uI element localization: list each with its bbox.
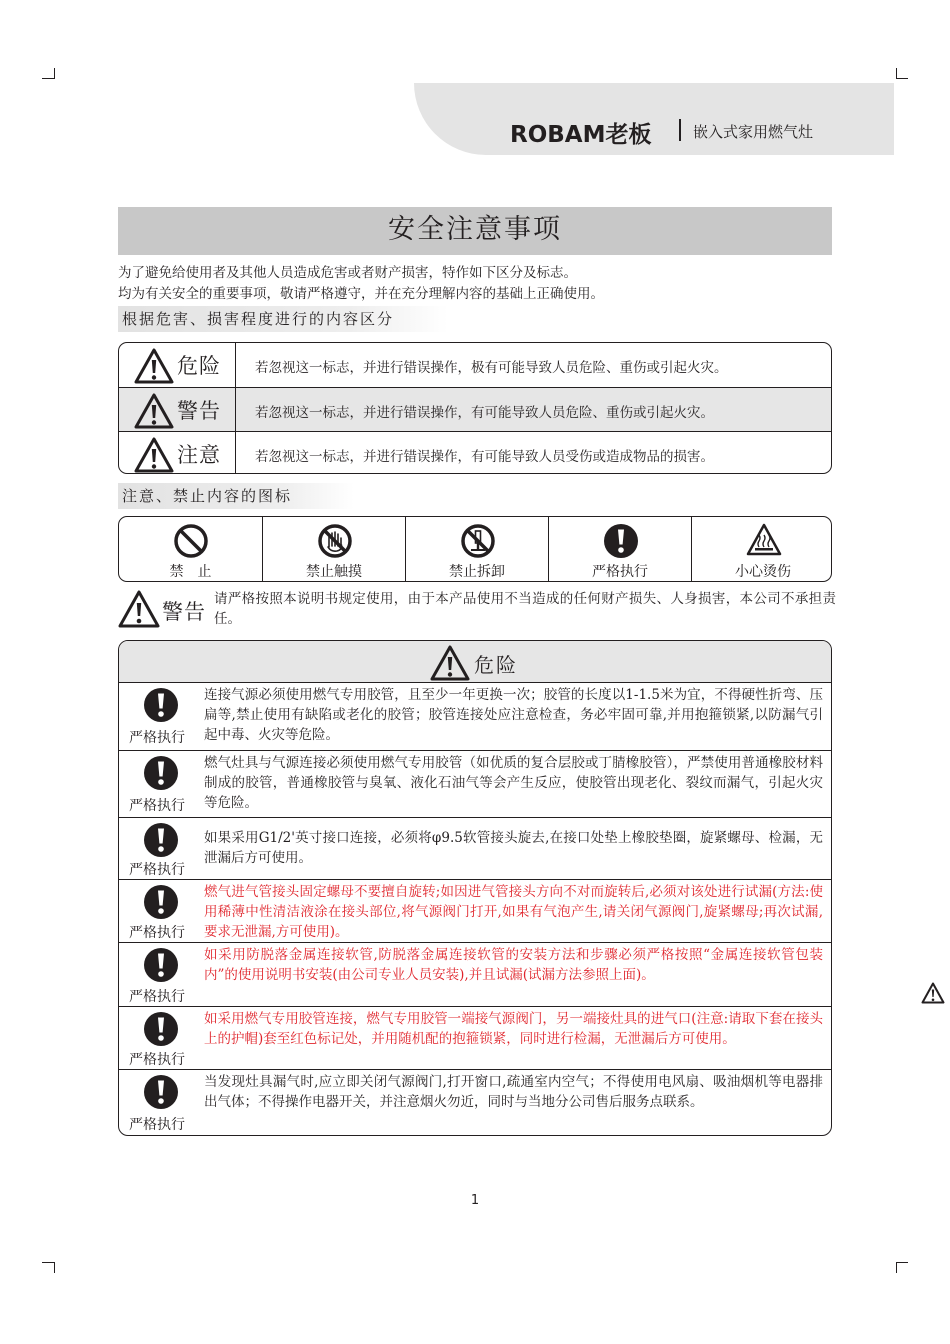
danger-item-text: 连接气源必须使用燃气专用胶管，且至少一年更换一次；胶管的长度以1-1.5米为宜，不得硬性折弯、压扁等,禁止使用有缺陷或老化的胶管；胶管连接处应注意检查，务必牢固可靠,并用抱箍锁紧,以防漏气引起中毒、火灾等危险。 xyxy=(204,687,823,743)
danger-item-text: 如果采用G1/2'英寸接口连接，必须将φ9.5软管接头旋去,在接口处垫上橡胶垫圈，旋紧螺母、检漏，无泄漏后方可使用。 xyxy=(204,830,823,866)
section-heading-levels: 根据危害、损害程度进行的内容区分 xyxy=(118,306,448,332)
icon-cell-no-disassembly xyxy=(405,517,548,581)
level-description: 若忽视这一标志，并进行错误操作，有可能导致人员危险、重伤或引起火灾。 xyxy=(255,405,714,421)
mandatory-label: 严格执行 xyxy=(129,989,185,1005)
icon-legend-table xyxy=(118,516,832,582)
warning-triangle-icon xyxy=(134,348,174,384)
hot-surface-icon xyxy=(746,523,782,557)
intro-line-2: 均为有关安全的重要事项，敬请严格遵守，并在充分理解内容的基础上正确使用。 xyxy=(118,286,604,302)
danger-item xyxy=(119,942,831,1006)
mandatory-label: 严格执行 xyxy=(129,925,185,941)
intro-line-1: 为了避免给使用者及其他人员造成危害或者财产损害，特作如下区分及标志。 xyxy=(118,265,577,281)
icon-label: 禁 止 xyxy=(169,564,212,580)
icon-cell-hot-surface xyxy=(691,517,832,581)
crop-mark-bottom-left-h xyxy=(42,1262,54,1263)
danger-item xyxy=(119,1069,831,1136)
mandatory-label: 严格执行 xyxy=(129,1117,185,1133)
page-number: 1 xyxy=(470,1193,480,1208)
icon-label: 小心烫伤 xyxy=(735,564,791,580)
crop-mark-bottom-right-h xyxy=(896,1262,908,1263)
no-touch-icon xyxy=(317,523,353,559)
warning-triangle-icon xyxy=(921,982,945,1004)
crop-mark-bottom-right-v xyxy=(896,1262,897,1273)
mandatory-icon xyxy=(143,1011,179,1047)
danger-item xyxy=(119,879,831,942)
crop-mark-top-left-v xyxy=(54,68,55,79)
warning-triangle-icon xyxy=(134,393,174,429)
icon-label: 禁止触摸 xyxy=(306,564,362,580)
icon-cell-prohibit xyxy=(119,517,262,581)
crop-mark-top-right-h xyxy=(896,78,908,79)
mandatory-label: 严格执行 xyxy=(129,730,185,746)
level-name: 危险 xyxy=(177,354,221,378)
warning-triangle-icon xyxy=(134,437,174,473)
mandatory-icon xyxy=(143,755,179,791)
icon-cell-mandatory xyxy=(548,517,691,581)
header-divider xyxy=(679,119,681,141)
level-name: 注意 xyxy=(177,443,221,467)
icon-cell-no-touch xyxy=(262,517,405,581)
mandatory-icon xyxy=(143,822,179,858)
icon-label: 严格执行 xyxy=(592,564,648,580)
crop-mark-bottom-left-v xyxy=(54,1262,55,1273)
danger-item xyxy=(119,683,831,750)
danger-item xyxy=(119,750,831,817)
warning-word: 警告 xyxy=(162,600,206,624)
level-description: 若忽视这一标志，并进行错误操作，有可能导致人员受伤或造成物品的损害。 xyxy=(255,449,714,465)
level-head-danger xyxy=(119,343,236,387)
mandatory-label: 严格执行 xyxy=(129,1052,185,1068)
warning-triangle-icon xyxy=(430,645,470,681)
header-band xyxy=(414,83,894,155)
level-row-caution xyxy=(119,431,831,474)
mandatory-label: 严格执行 xyxy=(129,798,185,814)
mandatory-icon xyxy=(143,687,179,723)
danger-item-text: 当发现灶具漏气时,应立即关闭气源阀门,打开窗口,疏通室内空气；不得使用电风扇、吸油烟机等电器排出气体；不得操作电器开关，并注意烟火勿近，同时与当地分公司售后服务点联系。 xyxy=(204,1074,823,1110)
danger-title: 危险 xyxy=(474,653,518,677)
mandatory-icon xyxy=(143,1074,179,1110)
danger-item-text: 如采用防脱落金属连接软管,防脱落金属连接软管的安装方法和步骤必须严格按照“金属连接软管包装内”的使用说明书安装(由公司专业人员安装),并且试漏(试漏方法参照上面)。 xyxy=(204,947,823,983)
danger-item-text: 燃气灶具与气源连接必须使用燃气专用胶管（如优质的复合层胶或丁腈橡胶管），严禁使用普通橡胶材料制成的胶管，普通橡胶管与臭氧、液化石油气等会产生反应，使胶管出现老化、裂纹而漏气，引起火灾等危险。 xyxy=(204,755,823,811)
mandatory-icon xyxy=(143,884,179,920)
icon-label: 禁止拆卸 xyxy=(449,564,505,580)
brand-logo: ROBAM老板 xyxy=(510,122,652,148)
mandatory-label: 严格执行 xyxy=(129,862,185,878)
level-name: 警告 xyxy=(177,399,221,423)
danger-table xyxy=(118,640,832,1136)
hazard-levels-table xyxy=(118,342,832,474)
danger-item xyxy=(119,817,831,879)
product-name: 嵌入式家用燃气灶 xyxy=(693,123,814,141)
warning-text: 请严格按照本说明书规定使用，由于本产品使用不当造成的任何财产损失、人身损害，本公司不承担责任。 xyxy=(214,591,836,627)
danger-item xyxy=(119,1006,831,1069)
danger-header xyxy=(119,641,831,683)
no-disassembly-icon xyxy=(460,523,496,559)
level-head-caution xyxy=(119,432,236,474)
mandatory-icon xyxy=(143,947,179,983)
page-title: 安全注意事项 xyxy=(118,207,832,255)
warning-triangle-icon xyxy=(118,590,160,628)
level-row-danger xyxy=(119,343,831,387)
level-head-warning xyxy=(119,388,236,431)
danger-item-text: 如采用燃气专用胶管连接，燃气专用胶管一端接气源阀门，另一端接灶具的进气口(注意:请取下套在接头上的护帽)套至红色标记处，并用随机配的抱箍锁紧，同时进行检漏，无泄漏后方可使用。 xyxy=(204,1011,823,1047)
danger-item-text: 燃气进气管接头固定螺母不要擅自旋转;如因进气管接头方向不对而旋转后,必须对该处进行试漏(方法:使用稀薄中性清洁液涂在接头部位,将气源阀门打开,如果有气泡产生,请关闭气源阀门,旋紧螺母;再次试漏,要求无泄漏,方可使用)。 xyxy=(204,884,823,940)
prohibition-icon xyxy=(173,523,209,559)
section-heading-icons: 注意、禁止内容的图标 xyxy=(118,483,354,509)
level-row-warning xyxy=(119,387,831,431)
crop-mark-top-left-h xyxy=(42,78,54,79)
mandatory-icon xyxy=(603,523,639,559)
level-description: 若忽视这一标志，并进行错误操作，极有可能导致人员危险、重伤或引起火灾。 xyxy=(255,360,728,376)
